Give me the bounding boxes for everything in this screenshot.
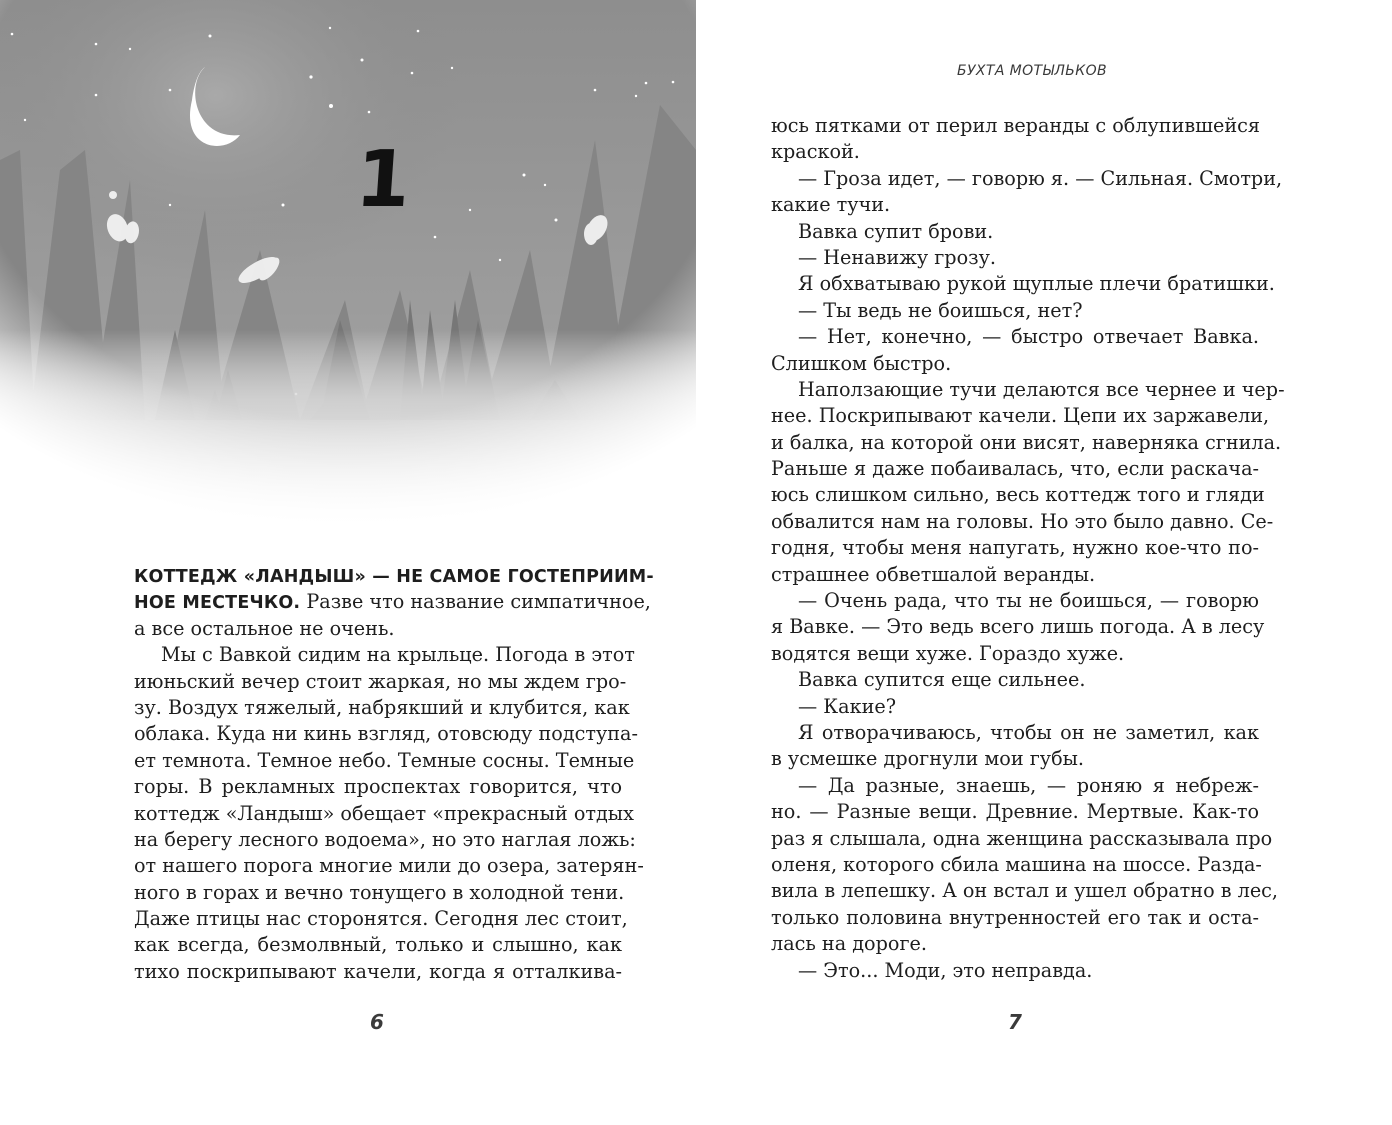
text-line (771, 351, 1259, 377)
text-line (771, 931, 1259, 957)
text-line (134, 669, 627, 695)
text-line (771, 298, 1259, 324)
text-line (134, 880, 625, 906)
line-text: Слишком быстро. (771, 351, 952, 375)
line-text: — Да разные, знаешь, — роняю я небреж- (798, 773, 1259, 797)
right-page-body-text (771, 113, 1285, 984)
night-forest-illustration (0, 0, 696, 530)
line-text: и балка, на которой они висят, наверняка сгнила. (771, 430, 1282, 454)
line-text: краской. (771, 140, 860, 164)
text-line (134, 801, 634, 827)
line-text: юсь слишком сильно, весь коттедж того и гляди (771, 483, 1265, 507)
line-text: нее. Поскрипывают качели. Цепи их заржавели, (771, 404, 1270, 428)
text-line (771, 614, 1265, 640)
text-line (134, 853, 644, 879)
line-text: горы. В рекламных проспектах говорится, что (134, 775, 622, 799)
text-line (771, 878, 1279, 904)
line-text: ного в горах и вечно тонущего в холодной тени. (134, 880, 625, 904)
line-text: страшнее обветшалой веранды. (771, 562, 1096, 586)
text-line (771, 219, 1259, 245)
line-text: ет темнота. Темное небо. Темные сосны. Темные (134, 748, 635, 772)
text-line (771, 509, 1274, 535)
text-line (771, 324, 1259, 350)
left-page-body-text (134, 563, 654, 985)
line-text: тихо поскрипывают качели, когда я отталкива- (134, 959, 622, 983)
text-line (771, 192, 1259, 218)
text-line (771, 773, 1259, 799)
line-text: от нашего порога многие мили до озера, затерян- (134, 854, 644, 878)
text-line (134, 748, 635, 774)
line-text: я Вавке. — Это ведь всего лишь погода. А в лесу (771, 615, 1265, 639)
line-text: обвалится нам на головы. Но это было давно. Се- (771, 509, 1274, 533)
line-text: на берегу лесного водоема», но это наглая ложь: (134, 827, 636, 851)
text-line (134, 721, 638, 747)
text-line (771, 271, 1275, 297)
text-line (771, 430, 1282, 456)
running-head: БУХТА МОТЫЛЬКОВ (956, 63, 1108, 79)
line-text: Вавка супит брови. (798, 219, 994, 243)
line-text: а все остальное не очень. (134, 616, 395, 640)
text-line (771, 113, 1259, 139)
text-line (771, 139, 1259, 165)
text-line (771, 245, 1259, 271)
text-line (134, 906, 628, 932)
line-text: — Нет, конечно, — быстро отвечает Вавка. (798, 325, 1259, 349)
line-text: юсь пятками от перил веранды с облупившейся (771, 114, 1261, 137)
line-text: — Ненавижу грозу. (798, 245, 996, 269)
text-line (771, 799, 1259, 825)
text-line (771, 694, 1259, 720)
line-text: зу. Воздух тяжелый, набрякший и клубится, как (134, 695, 630, 719)
chapter-lead-text: КОТТЕДЖ «ЛАНДЫШ» — НЕ САМОЕ ГОСТЕПРИИМ- (134, 567, 654, 587)
text-line (134, 959, 622, 985)
right-page (696, 0, 1392, 1125)
chapter-illustration (0, 0, 696, 530)
text-line (771, 852, 1262, 878)
line-text: водятся вещи хуже. Гораздо хуже. (771, 641, 1125, 665)
line-text: — Ты ведь не боишься, нет? (798, 298, 1083, 322)
line-text: облака. Куда ни кинь взгляд, отовсюду подступа- (134, 722, 638, 746)
text-line (134, 616, 622, 642)
line-text: Вавка супится еще сильнее. (798, 668, 1086, 692)
line-text: лась на дороге. (771, 932, 927, 956)
line-text: коттедж «Ландыш» обещает «прекрасный отдых (134, 801, 634, 825)
chapter-lead-text: НОЕ МЕСТЕЧКО. (134, 593, 301, 614)
text-line (134, 827, 636, 853)
text-line (771, 905, 1259, 931)
line-text: Даже птицы нас сторонятся. Сегодня лес стоит, (134, 907, 628, 931)
text-line (771, 562, 1259, 588)
text-line (134, 563, 654, 589)
text-line (134, 774, 622, 800)
text-line (771, 641, 1259, 667)
line-text: как всегда, безмолвный, только и слышно, как (134, 933, 622, 957)
text-line (771, 482, 1265, 508)
text-line (771, 166, 1283, 192)
line-text: только половина внутренностей его так и оста- (771, 905, 1259, 929)
line-text: — Очень рада, что ты не боишься, — говорю (798, 589, 1259, 613)
text-line (771, 826, 1273, 852)
line-text: годня, чтобы меня напугать, нужно кое-что по- (771, 536, 1259, 560)
line-text: в усмешке дрогнули мои губы. (771, 747, 1084, 771)
text-line (771, 535, 1259, 561)
text-line (771, 456, 1259, 482)
text-line (134, 642, 635, 668)
line-text: Я обхватываю рукой щуплые плечи братишки. (798, 272, 1275, 296)
line-text: Наползающие тучи делаются все чернее и чер- (798, 377, 1285, 401)
line-text: оленя, которого сбила машина на шоссе. Разда- (771, 852, 1262, 876)
page-number-right: 7 (1008, 1010, 1022, 1034)
line-text: раз я слышала, одна женщина рассказывала про (771, 826, 1273, 850)
text-line (134, 695, 630, 721)
line-text: — Гроза идет, — говорю я. — Сильная. Смотри, (798, 166, 1283, 190)
line-text: — Это... Моди, это неправда. (798, 958, 1093, 982)
line-text: вила в лепешку. А он встал и ушел обратно в лес, (771, 879, 1279, 903)
line-text: Я отворачиваюсь, чтобы он не заметил, как (798, 720, 1259, 744)
page-number-left: 6 (370, 1010, 384, 1034)
text-line (134, 589, 651, 615)
line-text: Разве что название симпатичное, (300, 590, 651, 614)
line-text: — Какие? (798, 694, 896, 718)
text-line (771, 667, 1259, 693)
text-line (134, 932, 622, 958)
text-line (771, 746, 1259, 772)
text-line (771, 588, 1259, 614)
line-text: какие тучи. (771, 193, 891, 217)
line-text: июньский вечер стоит жаркая, но мы ждем гро- (134, 669, 627, 693)
chapter-number: 1 (352, 135, 414, 225)
line-text: Мы с Вавкой сидим на крыльце. Погода в этот (161, 643, 635, 667)
text-line (771, 403, 1270, 429)
text-line (771, 720, 1259, 746)
line-text: Раньше я даже побаивалась, что, если раскача- (771, 457, 1259, 481)
text-line (771, 377, 1285, 403)
text-line (771, 958, 1259, 984)
line-text: но. — Разные вещи. Древние. Мертвые. Как-то (771, 800, 1259, 824)
